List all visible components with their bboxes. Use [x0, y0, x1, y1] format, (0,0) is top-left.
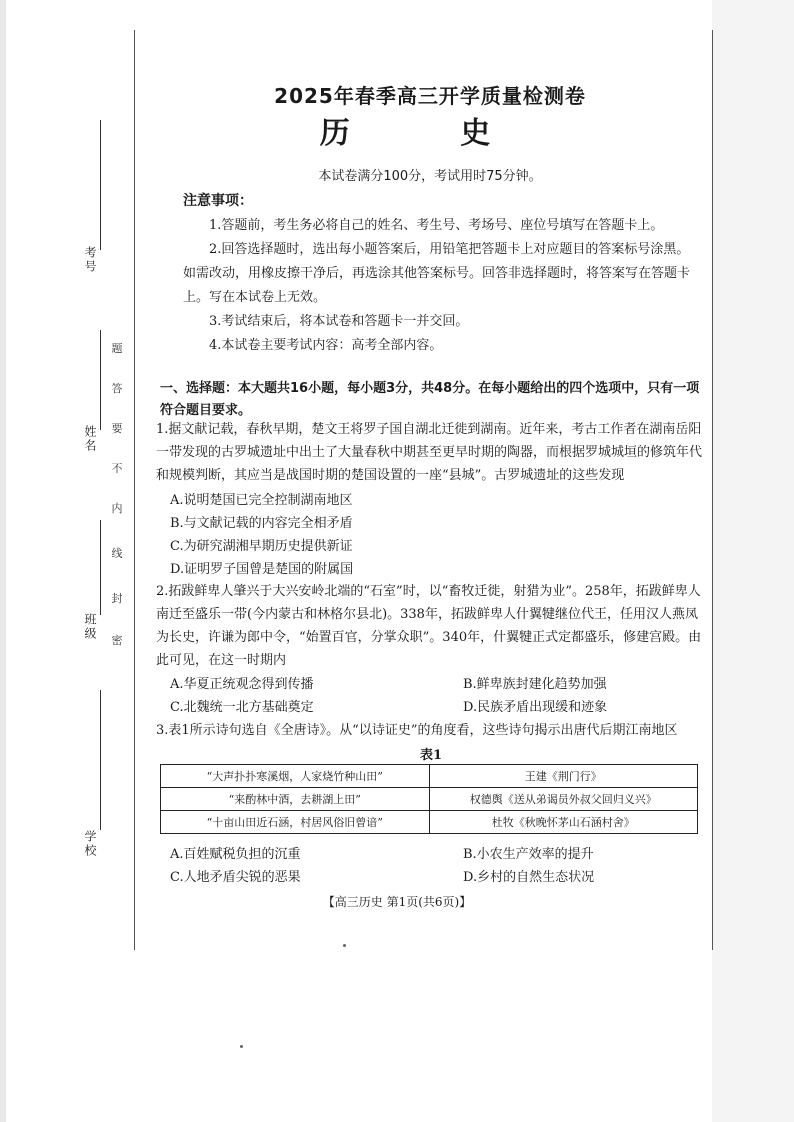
poem-cell: “十亩山田近石涵，村居风俗旧曾谙”	[161, 811, 430, 834]
subject-title: 历 史	[319, 116, 541, 151]
q1-option-d: D.证明罗子国曾是楚国的附属国	[170, 562, 354, 577]
question-2-stem	[156, 580, 704, 672]
table-row	[161, 811, 698, 834]
question-text: 1.据文献记载，春秋早期，楚文王将罗子国自湖北迁徙到湖南。近年来，考古工作者在湖南岳阳一带发现的古罗城遗址中出土了大量春秋中期甚至更早时期的陶器，而根据罗城城垣的修筑年代和规模判断，其应当是战国时期的楚国设置的一座“县城”。古罗城遗址的这些发现	[156, 422, 703, 483]
scan-speck	[343, 944, 346, 947]
seal-char: 答	[111, 382, 123, 395]
notice-item: 2.回答选择题时，选出每小题答案后，用铅笔把答题卡上对应题目的答案标号涂黑。如需改动，用橡皮擦干净后，再选涂其他答案标号。回答非选择题时，将答案写在答题卡上。写在本试卷上无效。	[183, 242, 691, 305]
notice-item: 1.答题前，考生务必将自己的姓名、考生号、考场号、座位号填写在答题卡上。	[209, 218, 664, 233]
exam-title: 2025年春季高三开学质量检测卷	[274, 84, 586, 108]
poem-cell: “大声扑扑寒溪烟，人家烧竹种山田”	[161, 765, 430, 788]
q3-option-b: B.小农生产效率的提升	[463, 847, 594, 862]
section-heading: 一、选择题：本大题共16小题，每小题3分，共48分。在每小题给出的四个选项中，只有一项符合题目要求。	[160, 381, 700, 418]
scan-edge-line	[712, 30, 713, 950]
seal-char: 不	[111, 462, 123, 475]
notice-heading: 注意事项：	[183, 193, 253, 209]
name-line	[100, 330, 101, 430]
q1-option-b: B.与文献记载的内容完全相矛盾	[170, 516, 353, 531]
notice-item: 3.考试结束后，将本试卷和答题卡一并交回。	[209, 314, 469, 329]
q2-option-c: C.北魏统一北方基础奠定	[170, 700, 314, 715]
q3-option-a: A.百姓赋税负担的沉重	[170, 847, 301, 862]
notice-item: 4.本试卷主要考试内容：高考全部内容。	[209, 338, 443, 353]
notice-list	[183, 214, 693, 358]
source-cell: 权德舆《送从弟谒员外叔父回归义兴》	[429, 788, 698, 811]
question-text: 3.表1所示诗句选自《全唐诗》。从“以诗证史”的角度看，这些诗句揭示出唐代后期江南地区	[156, 723, 678, 738]
q1-option-c: C.为研究湖湘早期历史提供新证	[170, 539, 353, 554]
seal-char: 线	[111, 547, 123, 560]
scan-speck	[240, 1045, 243, 1048]
q3-option-d: D.乡村的自然生态状况	[463, 870, 595, 885]
seal-char: 要	[111, 422, 123, 435]
seal-char: 密	[111, 634, 123, 647]
exam-no-line	[100, 120, 101, 250]
source-cell: 王建《荆门行》	[429, 765, 698, 788]
school-line	[100, 690, 101, 830]
school-label: 学校	[83, 830, 97, 858]
q3-option-c: C.人地矛盾尖锐的恶果	[170, 870, 301, 885]
q2-option-b: B.鲜卑族封建化趋势加强	[463, 677, 607, 692]
q2-option-d: D.民族矛盾出现缓和迹象	[463, 700, 608, 715]
exam-info: 本试卷满分100分，考试用时75分钟。	[318, 169, 542, 184]
name-label: 姓名	[83, 425, 97, 453]
question-text: 2.拓跋鲜卑人肇兴于大兴安岭北端的“石室”时，以“畜牧迁徙，射猎为业”。258年，拓跋鲜卑人南迁至盛乐一带(今内蒙古和林格尔县北)。338年，拓跋鲜卑人什翼犍继位代王，任用汉人燕凤为长史，许谦为郎中令，“始置百官，分掌众职”。340年，什翼犍正式定都盛乐，修建宫殿。由此可见，在这一时期内	[156, 584, 702, 668]
seal-char: 题	[111, 342, 123, 355]
poem-cell: “来酌林中酒，去耕湖上田”	[161, 788, 430, 811]
source-cell: 杜牧《秋晚怀茅山石涵村舍》	[429, 811, 698, 834]
page-footer: 【高三历史 第1页(共6页)】	[322, 895, 472, 909]
q1-option-a: A.说明楚国已完全控制湖南地区	[170, 493, 353, 508]
question-1-stem	[156, 418, 704, 487]
table-caption: 表1	[420, 748, 443, 763]
table-row	[161, 788, 698, 811]
table-row	[161, 765, 698, 788]
q2-option-a: A.华夏正统观念得到传播	[170, 677, 314, 692]
class-label: 班级	[83, 613, 97, 641]
exam-no-label: 考号	[83, 246, 97, 274]
seal-char: 内	[111, 502, 123, 515]
binding-line	[134, 30, 135, 950]
class-line	[100, 520, 101, 615]
poem-table	[160, 764, 698, 834]
scan-shadow-left	[0, 0, 6, 1122]
seal-char: 封	[111, 592, 123, 605]
scan-shadow-right	[712, 0, 794, 1122]
question-3-stem	[156, 719, 704, 742]
